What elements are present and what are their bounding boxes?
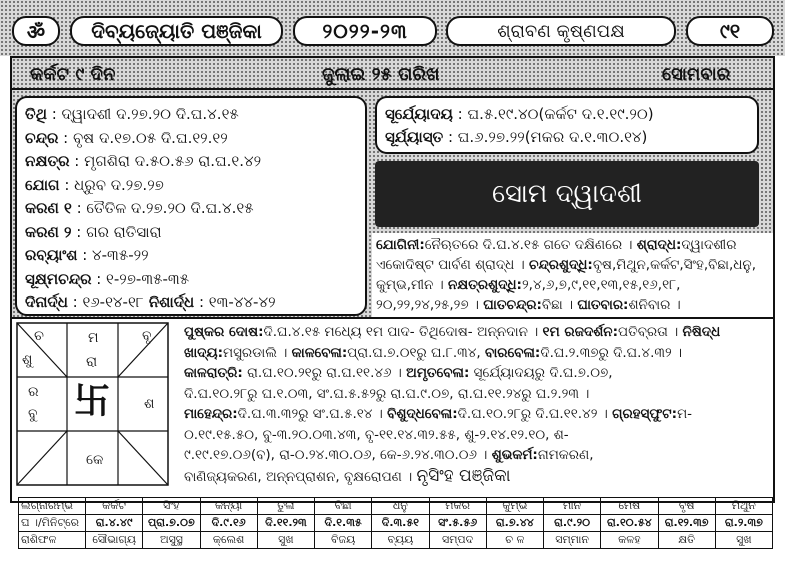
table-cell: ସମ୍ମାନ bbox=[544, 532, 601, 549]
table-cell: ବିଜୟ bbox=[315, 532, 372, 549]
field-label: କାଳବେଳା: bbox=[291, 344, 348, 361]
table-cell: କର୍କଟ bbox=[86, 498, 143, 515]
panchang-value: : ତୈତିଳ ଦ.୨୭.୨୦ ଦି.ଘ.୪.୧୫ bbox=[71, 199, 254, 217]
table-cell: ମିଥୁନ bbox=[715, 498, 772, 515]
detail-line bbox=[184, 343, 682, 363]
table-cell: ସୁଖ bbox=[715, 532, 772, 549]
row-header: ରାଶିଫଳ bbox=[19, 532, 86, 549]
field-label: ଗ୍ରହସ୍ଫୁଟ: bbox=[612, 406, 678, 422]
panchang-label: କରଣ ୧ bbox=[25, 199, 72, 217]
field-label: ଘାତଚନ୍ଦ୍ର: bbox=[483, 297, 542, 313]
table-cell: ପ୍ରା.୭.୦୭ bbox=[143, 515, 200, 532]
field-text: ୨୦,୨୨,୨୪,୨୫,୨୭ । bbox=[376, 297, 484, 313]
field-label: ବିଶୁଦ୍ଧବେଳା: bbox=[387, 406, 458, 422]
sunset-label: ସୂର୍ଯ୍ୟାସ୍ତ bbox=[385, 128, 444, 146]
table-cell: ରା.୭.୪୪ bbox=[486, 515, 543, 532]
sun-box bbox=[375, 96, 759, 154]
field-text: ନୈଋତରେ ଦି.ଘ.୪.୧୫ ଗତେ ଦକ୍ଷିଣରେ । bbox=[424, 237, 637, 253]
publisher-name: ନୃସିଂହ ପଞ୍ଜିକା bbox=[416, 465, 511, 486]
field-text: ଦି.ଘ.୪.୧୫ ମଧ୍ୟେ ୧ମ ପାଦ- ତିଥିଦୋଷ- ଅନ୍ନଦାନ । bbox=[263, 324, 543, 340]
field-text: ୦.୧୯.୧୫.୫୦, ବୁ-୩.୨୦.୦୩.୪୩, ବୃ-୧୧.୧୪.୩୨.୫୫, ଶୁ-୨.୧୪.୧୨.୧୦, ଶ- bbox=[184, 426, 569, 443]
yogini-line bbox=[376, 235, 736, 255]
weekday: ସୋମବାର bbox=[662, 64, 731, 85]
house-left-lower: ବୁ bbox=[28, 406, 38, 422]
yogini-line bbox=[376, 295, 681, 315]
field-label: ପୁଷ୍କର ଦୋଷ: bbox=[184, 324, 264, 340]
panchang-row bbox=[25, 175, 164, 195]
panchang-row bbox=[25, 245, 149, 265]
panchang-label: କରଣ ୨ bbox=[25, 222, 72, 241]
field-label: ମାହେନ୍ଦ୍ର: bbox=[184, 406, 238, 422]
detail-line bbox=[184, 322, 720, 342]
table-cell: ସୌଭାଗ୍ୟ bbox=[86, 532, 143, 549]
month-label: ଶ୍ରାବଣ କୃଷ୍ଣପକ୍ଷ bbox=[446, 16, 676, 46]
table-cell: ଚ ଳ bbox=[486, 532, 543, 549]
table-cell: କଳହ bbox=[601, 532, 658, 549]
panchang-value: : ଦ୍ୱାଦଶୀ ଦ.୨୭.୨୦ ଦି.ଘ.୪.୧୫ bbox=[46, 105, 239, 123]
house-top-middle: ମ bbox=[88, 330, 99, 346]
field-text: ୨,୪,୬,୭,୯,୧୧,୧୩,୧୫,୧୬,୧୮, bbox=[521, 277, 681, 293]
table-cell: କ୍ଷତି bbox=[658, 532, 715, 549]
house-left: ର bbox=[28, 384, 39, 400]
house-left-upper: ଶୁ bbox=[22, 352, 33, 368]
table-cell: ଅସୁସ୍ଥ bbox=[143, 532, 200, 549]
swastika-icon: 卐 bbox=[74, 381, 111, 422]
detail-line bbox=[184, 363, 613, 383]
panchang-row bbox=[25, 222, 162, 242]
lagna-table bbox=[18, 497, 773, 549]
panchang-value: : ମୃଗଶିରା ଦ.୫୦.୫୬ ରା.ଘ.୧.୪୨ bbox=[69, 152, 262, 170]
field-text: ପତିବ୍ରତା । bbox=[617, 324, 683, 340]
house-right: ଶ bbox=[144, 396, 155, 412]
house-top-left: ଚ bbox=[34, 328, 44, 344]
panchang-label: ତିଥି bbox=[25, 105, 47, 123]
house-center-upper: ରା bbox=[86, 354, 98, 370]
table-cell: ବୃଷ bbox=[658, 498, 715, 515]
details-paragraph bbox=[180, 322, 773, 492]
day-banner bbox=[375, 161, 759, 227]
table-cell: କୁମ୍ଭ bbox=[486, 498, 543, 515]
solar-day: କର୍କଟ ୯ ଦିନ bbox=[30, 64, 116, 85]
row-header: ଲଗ୍ନାରମ୍ଭ bbox=[19, 498, 86, 515]
om-badge: ॐ bbox=[12, 16, 60, 46]
panchang-value: : ୧-୨୭-୩୫-୩୫ bbox=[91, 269, 190, 288]
house-bottom: କେ bbox=[86, 452, 104, 468]
panchang-label: ନକ୍ଷତ୍ର bbox=[25, 152, 70, 170]
field-label: ନିଷିଦ୍ଧ bbox=[682, 324, 721, 340]
yogini-line bbox=[376, 255, 756, 275]
field-label: କାଳରାତ୍ରି: bbox=[184, 365, 243, 381]
table-cell: କ୍ଲେଶ bbox=[200, 532, 257, 549]
panchang-label: ରବ୍ୟାଂଶ bbox=[25, 246, 78, 264]
panchang-box bbox=[15, 96, 367, 316]
table-cell: ମୀନ bbox=[544, 498, 601, 515]
panchang-label: ଚନ୍ଦ୍ର bbox=[25, 128, 59, 147]
field-text: ପ୍ରା.ଘ.୭.୦୧ରୁ ଘ.୮.୩୪, bbox=[347, 344, 485, 361]
lagna-time-row bbox=[19, 515, 773, 532]
lagna-table-wrap bbox=[18, 497, 773, 549]
dinardha-value: : ୧୬-୧୪-୧୮ bbox=[67, 293, 144, 311]
field-text: ଶନିବାର । bbox=[628, 297, 681, 313]
field-text: ମସୁରଡାଲି । bbox=[223, 344, 292, 361]
table-cell: ମେଷ bbox=[601, 498, 658, 515]
page-number: ୯୧ bbox=[686, 16, 774, 46]
panchang-row bbox=[25, 151, 261, 171]
sunrise-value: : ଘ.୫.୧୯.୪୦(କର୍କଟ ଦ.୧.୧୯.୨୦) bbox=[452, 105, 654, 123]
field-label: ଖାଦ୍ୟ: bbox=[184, 344, 224, 361]
field-label: ୧ମ ରଜଦର୍ଶନ: bbox=[542, 324, 618, 340]
table-cell: ଦି.୯.୧୬ bbox=[200, 515, 257, 532]
table-cell: ଦି.୩.୫୧ bbox=[372, 515, 429, 532]
panchang-row bbox=[25, 128, 228, 148]
table-cell: ସୁଖ bbox=[257, 532, 314, 549]
table-cell: ସମ୍ପଦ bbox=[429, 532, 486, 549]
nisardha-value: : ୧୩-୪୪-୪୨ bbox=[194, 293, 276, 311]
table-cell: ରା.୧୨.୩୭ bbox=[658, 515, 715, 532]
field-label: ଶ୍ରାଦ୍ଧ: bbox=[636, 237, 682, 253]
field-label: ଘାତବାର: bbox=[577, 297, 629, 313]
field-text: ଦି.ଘ.୨.୩୭ରୁ ଦି.ଘ.୪.୩୨ । bbox=[540, 344, 683, 361]
field-label: ଶୁଭକର୍ମ: bbox=[491, 447, 538, 463]
panchang-value: : ଗର ରାତିସାରା bbox=[71, 222, 162, 241]
field-text: ରା.ଘ.୧୦.୨୧ରୁ ରା.ଘ.୧୧.୪୬ । bbox=[242, 365, 407, 381]
panchang-value: : ବୃଷ ଦ.୧୭.୦୫ ଦି.ଘ.୧୨.୧୨ bbox=[58, 128, 228, 147]
nisardha-label: ନିଶାର୍ଦ୍ଧ bbox=[143, 293, 195, 311]
field-text: ବାଣିଜ୍ୟକରଣ, ଅନ୍ନପ୍ରାଶନ, ବୃକ୍ଷରୋପଣ । bbox=[184, 468, 417, 485]
lagna-start-row bbox=[19, 498, 773, 515]
field-text: ସୂର୍ଯ୍ୟୋଦୟରୁ ଦି.ଘ.୭.୦୭, bbox=[469, 365, 613, 381]
table-cell: ବ୍ୟୟ bbox=[372, 532, 429, 549]
panchang-label: ସୂକ୍ଷ୍ମଚନ୍ଦ୍ର bbox=[25, 269, 92, 288]
yogini-block bbox=[372, 233, 773, 317]
panchang-row bbox=[25, 269, 189, 289]
kundali-chart bbox=[16, 322, 169, 486]
panchang-row bbox=[25, 104, 239, 124]
field-label: ଯୋଗିନୀ: bbox=[376, 237, 425, 253]
detail-line bbox=[184, 425, 569, 445]
table-cell: ଦି.୧.୩୫ bbox=[315, 515, 372, 532]
table-cell: ସଂ.୫.୫୬ bbox=[429, 515, 486, 532]
field-label: ନକ୍ଷତ୍ରଶୁଦ୍ଧି: bbox=[448, 277, 522, 293]
field-label: ଅମୃତବେଳା: bbox=[406, 365, 470, 381]
gregorian-date: ଜୁଲାଇ ୨୫ ତାରିଖ bbox=[322, 64, 440, 85]
field-text: କୁମ୍ଭ,ମୀନ । bbox=[376, 277, 448, 293]
dinardha-label: ଦିନାର୍ଦ୍ଧ bbox=[25, 293, 68, 311]
field-text: ମ- bbox=[677, 406, 693, 422]
house-top-right: ବୃ bbox=[142, 328, 152, 344]
table-cell: ମକର bbox=[429, 498, 486, 515]
table-cell: ତୁଳା bbox=[257, 498, 314, 515]
table-cell: ସିଂହ bbox=[143, 498, 200, 515]
field-text: ୯.୧୯.୧୭.୦୬(ବ), ରା-୦.୨୪.୩୦.୦୬, କେ-୬.୨୪.୩୦.୦୬ । bbox=[184, 447, 492, 463]
sunset-value: : ଘ.୬.୨୭.୨୨(ମକର ଦ.୧.୩୦.୧୪) bbox=[443, 128, 648, 146]
rashiphal-row bbox=[19, 532, 773, 549]
panchang-value: : ଧ୍ରୁବ ଦ.୨୭.୨୭ bbox=[59, 175, 164, 194]
detail-line bbox=[184, 384, 589, 404]
panchang-value: : ୪-୩୫-୨୨ bbox=[77, 246, 149, 264]
sunrise-line bbox=[385, 104, 654, 124]
sunrise-label: ସୂର୍ଯ୍ୟୋଦୟ bbox=[385, 105, 453, 123]
field-text: ଦି.ଘ.୧୦.୨୮ରୁ ଘ.୧.୦୩, ସଂ.ଘ.୫.୫୨ରୁ ରା.ଘ.୯.୦୭, ରା.ଘ.୧୧.୨୪ରୁ ଘ.୨.୨୩ । bbox=[184, 385, 590, 402]
field-text: ଦି.ଘ.୩.୩୨ରୁ ସଂ.ଘ.୫.୧୪ । bbox=[237, 406, 388, 422]
field-text: ଦି.ଘ.୧୦.୨୮ରୁ ଦି.ଘ.୧୧.୪୨ । bbox=[457, 406, 613, 422]
row-header: ଘ ।/ମିନିଟ୍‌ରେ bbox=[19, 515, 86, 532]
field-label: ବାରବେଳା: bbox=[484, 344, 541, 361]
publication-title: ଦିବ୍ୟଜ୍ୟୋତି ପଞ୍ଜିକା bbox=[70, 16, 283, 46]
table-cell: ରା.୯.୨୦ bbox=[544, 515, 601, 532]
year-range: ୨୦୨୨-୨୩ bbox=[293, 16, 437, 46]
day-banner-text: ସୋମ ଦ୍ୱାଦଶୀ bbox=[492, 178, 642, 209]
panchang-label: ଯୋଗ bbox=[25, 175, 60, 194]
field-text: ନାମକରଣ, bbox=[537, 447, 594, 463]
table-cell: ରା.୨.୩୭ bbox=[715, 515, 772, 532]
field-label: ଚନ୍ଦ୍ରଶୁଦ୍ଧି: bbox=[528, 257, 593, 273]
dinardha-line bbox=[25, 292, 276, 312]
yogini-line bbox=[376, 275, 680, 295]
field-text: ଦ୍ୱାଦଶୀର bbox=[681, 237, 737, 253]
field-text: ବୃଷ,ମିଥୁନ,କର୍କଟ,ସିଂହ,ବିଛା,ଧନୁ, bbox=[592, 257, 756, 273]
panchang-row bbox=[25, 198, 254, 218]
table-cell: ରା.୧୦.୫୪ bbox=[601, 515, 658, 532]
table-cell: ରା.୪.୪୯ bbox=[86, 515, 143, 532]
table-cell: ଧନୁ bbox=[372, 498, 429, 515]
detail-line bbox=[184, 404, 692, 424]
dateline bbox=[12, 62, 773, 90]
table-cell: ବିଛା bbox=[315, 498, 372, 515]
detail-line bbox=[184, 445, 594, 465]
table-cell: ଦି.୧୧.୨୩ bbox=[257, 515, 314, 532]
field-text: ବିଛା । bbox=[541, 297, 578, 313]
sunset-line bbox=[385, 127, 647, 147]
detail-line bbox=[184, 466, 511, 487]
table-cell: କନ୍ୟା bbox=[200, 498, 257, 515]
field-text: ଏକୋଦିଷ୍ଟ ପାର୍ବଣ ଶ୍ରାଦ୍ଧ । bbox=[376, 257, 529, 273]
